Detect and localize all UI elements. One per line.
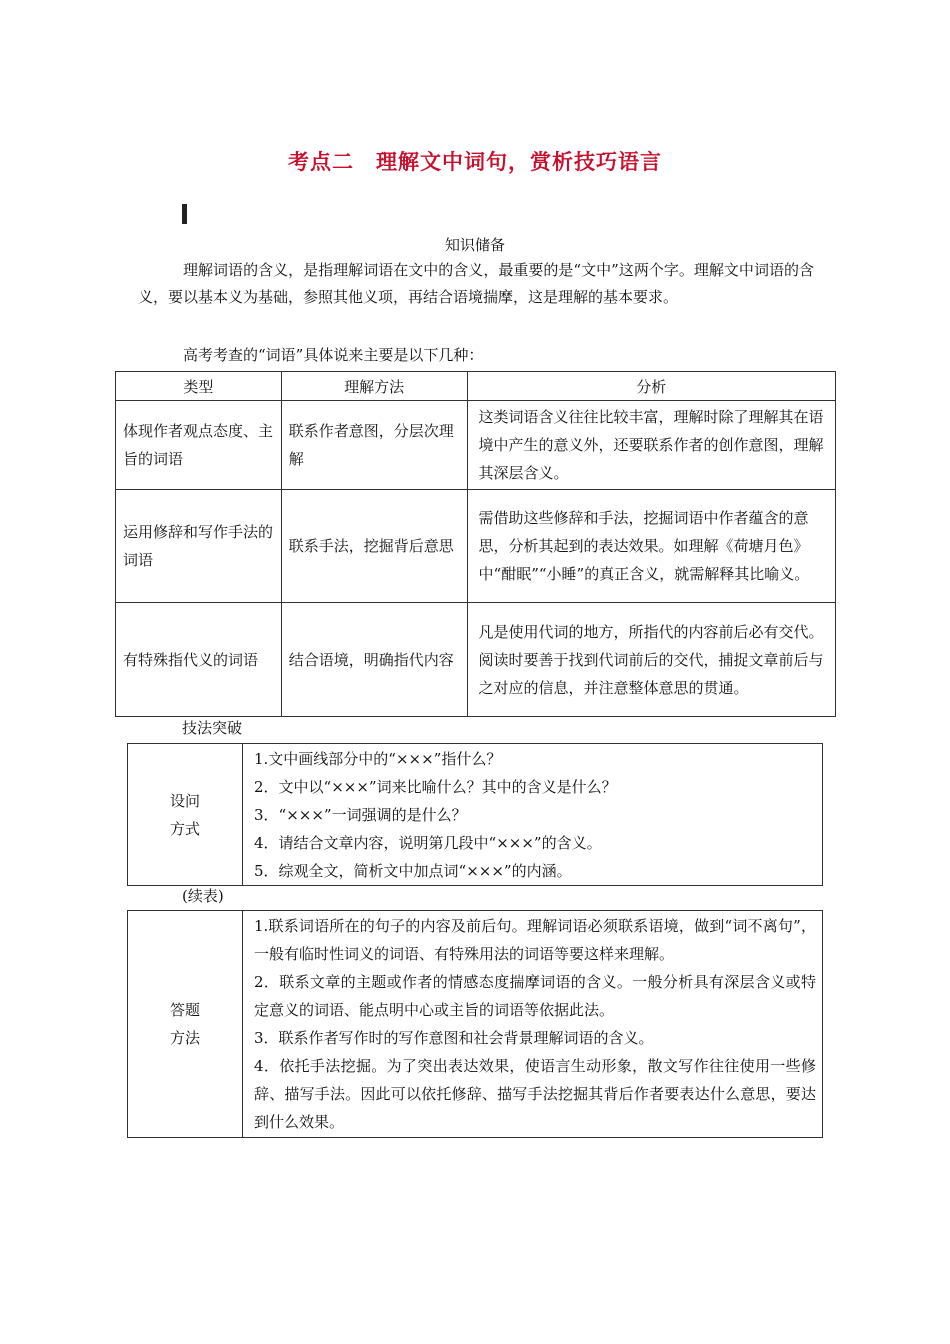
answer-method-content [243, 911, 823, 1138]
analysis-cell: 这类词语含义往往比较丰富，理解时除了理解其在语境中产生的意义外，还要联系作者的创作意图，理解其深层含义。 [467, 401, 835, 490]
method-cell: 联系作者意图，分层次理解 [281, 401, 467, 490]
header-type: 类型 [116, 372, 282, 401]
answer-method-table [127, 910, 823, 1138]
table-row [116, 490, 836, 603]
section-marker [182, 204, 187, 224]
list-item: 1.文中画线部分中的“×××”指什么？ [254, 749, 502, 768]
list-item: 4．依托手法挖掘。为了突出表达效果，使语言生动形象，散文写作往往使用一些修辞、描写手法。因此可以依托修辞、描写手法挖掘其背后作者要表达什么意思，要达到什么效果。 [254, 1057, 816, 1131]
page-title: 考点二 理解文中词句，赏析技巧语言 [288, 150, 662, 174]
header-line: 方式 [169, 819, 200, 838]
method-cell: 联系手法，挖掘背后意思 [281, 490, 467, 603]
section-heading: 知识储备 [444, 236, 505, 254]
intro-paragraph: 理解词语的含义，是指理解词语在文中的含义，最重要的是“文中”这两个字。理解文中词语的含义，要以基本义为基础，参照其他义项，再结合语境揣摩，这是理解的基本要求。 [138, 261, 814, 306]
type-cell: 有特殊指代义的词语 [116, 603, 282, 717]
list-item: 4．请结合文章内容，说明第几段中“×××”的含义。 [254, 833, 602, 852]
table-row [116, 401, 836, 490]
word-types-table [115, 371, 836, 717]
answer-method-header [128, 911, 243, 1138]
question-format-header [128, 744, 243, 886]
type-cell: 体现作者观点态度、主旨的词语 [116, 401, 282, 490]
list-item: 1.联系词语所在的句子的内容及前后句。理解词语必须联系语境，做到“词不离句”，一般有临时性词义的词语、有特殊用法的词语等要这样来理解。 [254, 917, 816, 963]
analysis-cell: 需借助这些修辞和手法，挖掘词语中作者蕴含的意思，分析其起到的表达效果。如理解《荷塘月色》中“酣眠”“小睡”的真正含义，就需解释其比喻义。 [467, 490, 835, 603]
header-analysis: 分析 [467, 372, 835, 401]
list-item: 3．“×××”一词强调的是什么？ [254, 805, 467, 824]
analysis-cell: 凡是使用代词的地方，所指代的内容前后必有交代。阅读时要善于找到代词前后的交代，捕捉文章前后与之对应的信息，并注意整体意思的贯通。 [467, 603, 835, 717]
header-line: 设问 [169, 791, 200, 810]
continued-label: (续表) [182, 887, 224, 905]
list-item: 3．联系作者写作时的写作意图和社会背景理解词语的含义。 [254, 1029, 654, 1047]
question-format-content [243, 744, 823, 886]
type-cell: 运用修辞和写作手法的词语 [116, 490, 282, 603]
list-item: 2．联系文章的主题或作者的情感态度揣摩词语的含义。一般分析具有深层含义或特定意义的词语、能点明中心或主旨的词语等依据此法。 [254, 973, 816, 1019]
table-row [128, 744, 823, 886]
types-intro-paragraph: 高考考查的“词语”具体说来主要是以下几种： [183, 346, 484, 364]
table-row [128, 911, 823, 1138]
table-row [116, 603, 836, 717]
question-format-table [127, 743, 823, 886]
table-header-row [116, 372, 836, 401]
header-line: 答题 [169, 1001, 200, 1019]
list-item: 2．文中以“×××”词来比喻什么？其中的含义是什么？ [254, 777, 617, 796]
technique-label: 技法突破 [182, 719, 243, 737]
method-cell: 结合语境，明确指代内容 [281, 603, 467, 717]
header-method: 理解方法 [281, 372, 467, 401]
header-line: 方法 [169, 1029, 200, 1047]
list-item: 5．综观全文，简析文中加点词“×××”的内涵。 [254, 861, 572, 880]
